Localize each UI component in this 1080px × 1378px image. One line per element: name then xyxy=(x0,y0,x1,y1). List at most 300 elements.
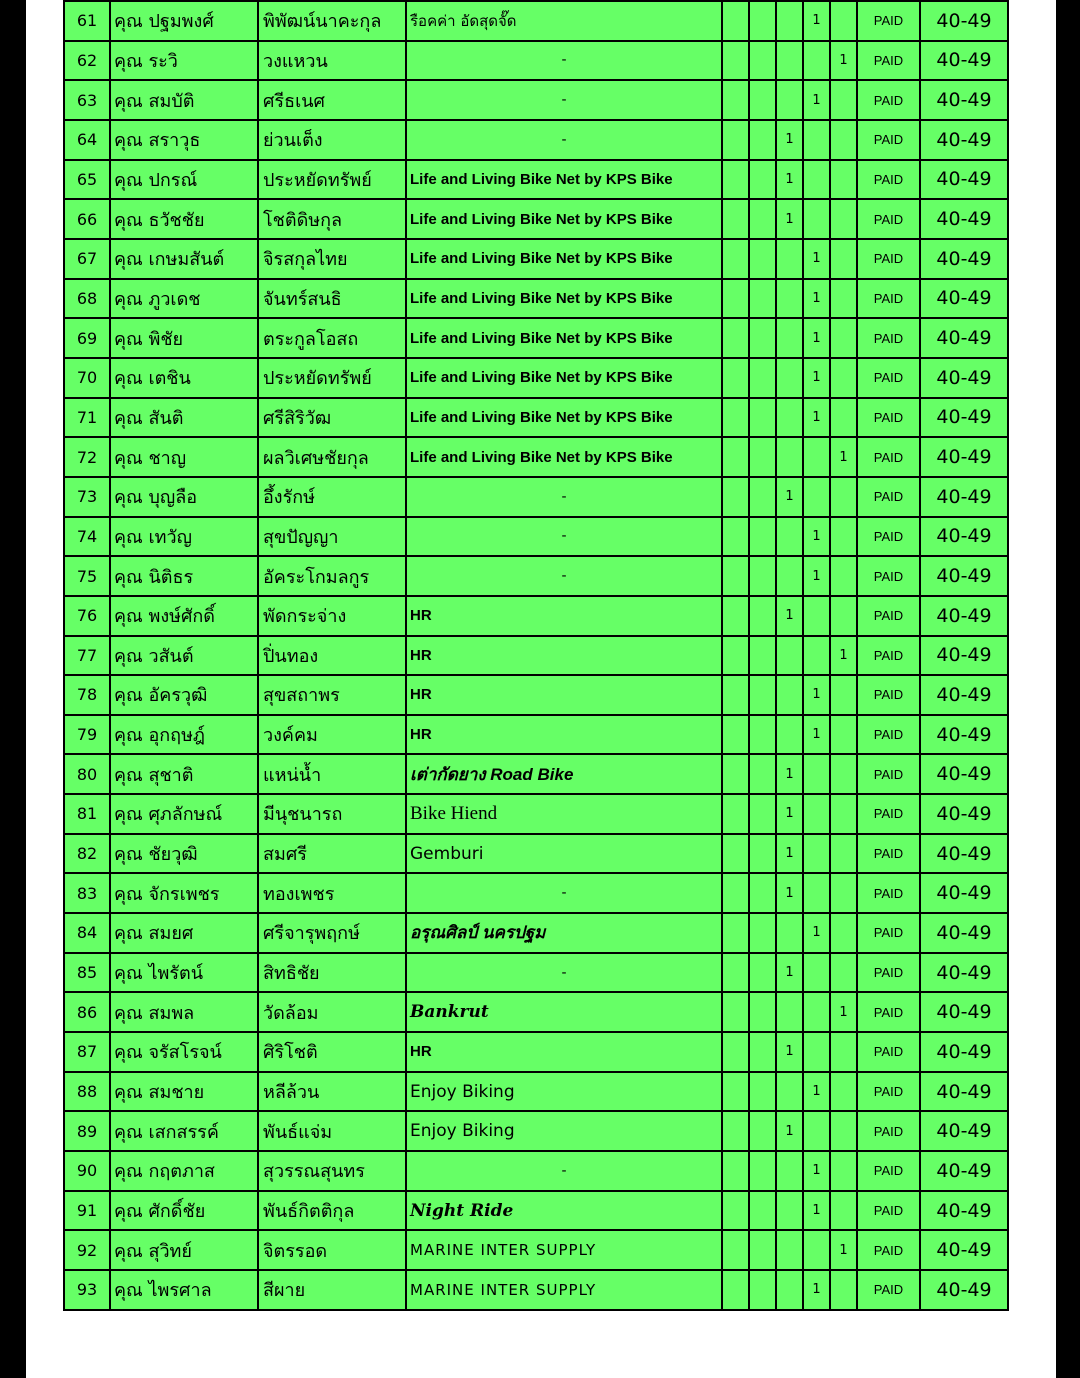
last-name-cell: สุวรรณสุนทร xyxy=(258,1151,406,1191)
payment-status-cell: PAID xyxy=(857,160,920,200)
first-name-cell: คุณ นิติธร xyxy=(110,556,258,596)
right-frame-border xyxy=(1056,0,1080,1378)
payment-status-cell: PAID xyxy=(857,754,920,794)
category-flag-cell xyxy=(722,239,749,279)
last-name-cell: พันธ์แจ่ม xyxy=(258,1111,406,1151)
last-name-cell: ประหยัดทรัพย์ xyxy=(258,160,406,200)
age-group-cell: 40-49 xyxy=(920,675,1008,715)
team-cell: Life and Living Bike Net by KPS Bike xyxy=(406,318,722,358)
age-group-cell: 40-49 xyxy=(920,239,1008,279)
category-flag-cell xyxy=(749,636,776,676)
first-name-cell: คุณ สุชาติ xyxy=(110,754,258,794)
category-flag-cell xyxy=(830,1191,857,1231)
payment-status-cell: PAID xyxy=(857,279,920,319)
category-flag-cell xyxy=(722,794,749,834)
first-name-cell: คุณ เกษมสันต์ xyxy=(110,239,258,279)
row-number: 78 xyxy=(64,675,110,715)
last-name-cell: โชติดิษกุล xyxy=(258,199,406,239)
payment-status-cell: PAID xyxy=(857,556,920,596)
category-flag-cell xyxy=(803,1032,830,1072)
category-flag-cell: 1 xyxy=(803,675,830,715)
category-flag-cell xyxy=(830,1151,857,1191)
category-flag-cell xyxy=(776,517,803,557)
category-flag-cell xyxy=(803,636,830,676)
first-name-cell: คุณ เสกสรรค์ xyxy=(110,1111,258,1151)
category-flag-cell: 1 xyxy=(803,80,830,120)
row-number: 87 xyxy=(64,1032,110,1072)
category-flag-cell xyxy=(830,1270,857,1310)
row-number: 68 xyxy=(64,279,110,319)
category-flag-cell xyxy=(830,953,857,993)
category-flag-cell xyxy=(830,754,857,794)
category-flag-cell xyxy=(830,1032,857,1072)
category-flag-cell xyxy=(749,1151,776,1191)
category-flag-cell xyxy=(749,239,776,279)
team-cell: Life and Living Bike Net by KPS Bike xyxy=(406,437,722,477)
category-flag-cell xyxy=(830,1072,857,1112)
team-cell: Life and Living Bike Net by KPS Bike xyxy=(406,239,722,279)
last-name-cell: ย่วนเต็ง xyxy=(258,120,406,160)
team-cell: อรุณศิลป์ นครปฐม xyxy=(406,913,722,953)
team-cell: - xyxy=(406,120,722,160)
table-row xyxy=(64,1032,1008,1072)
payment-status-cell: PAID xyxy=(857,873,920,913)
category-flag-cell: 1 xyxy=(776,1032,803,1072)
category-flag-cell xyxy=(776,1072,803,1112)
age-group-cell: 40-49 xyxy=(920,596,1008,636)
team-cell: MARINE INTER SUPPLY xyxy=(406,1270,722,1310)
category-flag-cell: 1 xyxy=(803,556,830,596)
table-row xyxy=(64,834,1008,874)
category-flag-cell xyxy=(830,834,857,874)
participant-table-body xyxy=(64,1,1008,1310)
age-group-cell: 40-49 xyxy=(920,41,1008,81)
table-row xyxy=(64,1,1008,41)
team-cell: MARINE INTER SUPPLY xyxy=(406,1230,722,1270)
category-flag-cell xyxy=(830,517,857,557)
category-flag-cell xyxy=(776,636,803,676)
category-flag-cell xyxy=(749,1111,776,1151)
category-flag-cell xyxy=(722,1230,749,1270)
category-flag-cell xyxy=(749,1032,776,1072)
category-flag-cell: 1 xyxy=(803,398,830,438)
table-row xyxy=(64,358,1008,398)
category-flag-cell: 1 xyxy=(776,953,803,993)
row-number: 81 xyxy=(64,794,110,834)
team-cell: Enjoy Biking xyxy=(406,1072,722,1112)
age-group-cell: 40-49 xyxy=(920,556,1008,596)
payment-status-cell: PAID xyxy=(857,992,920,1032)
age-group-cell: 40-49 xyxy=(920,517,1008,557)
team-cell: HR xyxy=(406,596,722,636)
first-name-cell: คุณ ชาญ xyxy=(110,437,258,477)
category-flag-cell xyxy=(722,1111,749,1151)
row-number: 84 xyxy=(64,913,110,953)
category-flag-cell xyxy=(722,953,749,993)
category-flag-cell xyxy=(830,675,857,715)
category-flag-cell xyxy=(830,873,857,913)
age-group-cell: 40-49 xyxy=(920,398,1008,438)
row-number: 74 xyxy=(64,517,110,557)
team-cell: Night Ride xyxy=(406,1191,722,1231)
team-cell: - xyxy=(406,953,722,993)
category-flag-cell xyxy=(722,834,749,874)
category-flag-cell xyxy=(749,794,776,834)
last-name-cell: จิรสกุลไทย xyxy=(258,239,406,279)
first-name-cell: คุณ สมยศ xyxy=(110,913,258,953)
table-row xyxy=(64,675,1008,715)
last-name-cell: ศิริโชติ xyxy=(258,1032,406,1072)
category-flag-cell xyxy=(803,160,830,200)
age-group-cell: 40-49 xyxy=(920,715,1008,755)
category-flag-cell xyxy=(722,675,749,715)
age-group-cell: 40-49 xyxy=(920,1151,1008,1191)
last-name-cell: ศรีจารุพฤกษ์ xyxy=(258,913,406,953)
category-flag-cell xyxy=(749,318,776,358)
category-flag-cell xyxy=(830,199,857,239)
age-group-cell: 40-49 xyxy=(920,834,1008,874)
last-name-cell: มีนุชนารถ xyxy=(258,794,406,834)
category-flag-cell xyxy=(803,437,830,477)
first-name-cell: คุณ อุกฤษฎ์ xyxy=(110,715,258,755)
participant-table xyxy=(63,0,1009,1311)
category-flag-cell xyxy=(722,754,749,794)
table-row xyxy=(64,318,1008,358)
category-flag-cell xyxy=(722,913,749,953)
row-number: 75 xyxy=(64,556,110,596)
row-number: 70 xyxy=(64,358,110,398)
category-flag-cell xyxy=(722,80,749,120)
age-group-cell: 40-49 xyxy=(920,1,1008,41)
first-name-cell: คุณ สมพล xyxy=(110,992,258,1032)
payment-status-cell: PAID xyxy=(857,715,920,755)
age-group-cell: 40-49 xyxy=(920,1032,1008,1072)
team-cell: Bike Hiend xyxy=(406,794,722,834)
table-row xyxy=(64,1230,1008,1270)
category-flag-cell: 1 xyxy=(776,794,803,834)
category-flag-cell: 1 xyxy=(776,120,803,160)
row-number: 86 xyxy=(64,992,110,1032)
last-name-cell: ประหยัดทรัพย์ xyxy=(258,358,406,398)
age-group-cell: 40-49 xyxy=(920,477,1008,517)
age-group-cell: 40-49 xyxy=(920,199,1008,239)
category-flag-cell: 1 xyxy=(776,596,803,636)
first-name-cell: คุณ บุญลือ xyxy=(110,477,258,517)
row-number: 88 xyxy=(64,1072,110,1112)
category-flag-cell xyxy=(722,318,749,358)
category-flag-cell: 1 xyxy=(830,1230,857,1270)
age-group-cell: 40-49 xyxy=(920,80,1008,120)
first-name-cell: คุณ สมบัติ xyxy=(110,80,258,120)
category-flag-cell xyxy=(722,437,749,477)
table-row xyxy=(64,239,1008,279)
team-cell: Bankrut xyxy=(406,992,722,1032)
category-flag-cell: 1 xyxy=(776,477,803,517)
category-flag-cell xyxy=(722,556,749,596)
row-number: 66 xyxy=(64,199,110,239)
category-flag-cell xyxy=(749,873,776,913)
category-flag-cell xyxy=(803,992,830,1032)
row-number: 92 xyxy=(64,1230,110,1270)
last-name-cell: แหน่น้ำ xyxy=(258,754,406,794)
category-flag-cell xyxy=(776,358,803,398)
category-flag-cell xyxy=(749,834,776,874)
category-flag-cell xyxy=(830,596,857,636)
first-name-cell: คุณ ปฐมพงศ์ xyxy=(110,1,258,41)
first-name-cell: คุณ ไพรศาล xyxy=(110,1270,258,1310)
category-flag-cell xyxy=(776,556,803,596)
first-name-cell: คุณ กฤตภาส xyxy=(110,1151,258,1191)
age-group-cell: 40-49 xyxy=(920,1191,1008,1231)
category-flag-cell xyxy=(749,398,776,438)
category-flag-cell xyxy=(776,1151,803,1191)
category-flag-cell xyxy=(749,199,776,239)
row-number: 77 xyxy=(64,636,110,676)
category-flag-cell xyxy=(749,120,776,160)
row-number: 71 xyxy=(64,398,110,438)
row-number: 85 xyxy=(64,953,110,993)
table-row xyxy=(64,120,1008,160)
category-flag-cell xyxy=(830,318,857,358)
last-name-cell: ทองเพชร xyxy=(258,873,406,913)
payment-status-cell: PAID xyxy=(857,517,920,557)
row-number: 64 xyxy=(64,120,110,160)
category-flag-cell xyxy=(830,1111,857,1151)
category-flag-cell xyxy=(722,636,749,676)
payment-status-cell: PAID xyxy=(857,1032,920,1072)
category-flag-cell xyxy=(830,160,857,200)
category-flag-cell xyxy=(749,675,776,715)
category-flag-cell: 1 xyxy=(830,437,857,477)
age-group-cell: 40-49 xyxy=(920,437,1008,477)
table-row xyxy=(64,437,1008,477)
category-flag-cell: 1 xyxy=(803,913,830,953)
category-flag-cell xyxy=(722,1191,749,1231)
category-flag-cell xyxy=(722,279,749,319)
category-flag-cell xyxy=(830,80,857,120)
table-row xyxy=(64,556,1008,596)
table-row xyxy=(64,636,1008,676)
category-flag-cell xyxy=(776,80,803,120)
left-frame-border xyxy=(0,0,26,1378)
table-row xyxy=(64,160,1008,200)
category-flag-cell xyxy=(749,913,776,953)
first-name-cell: คุณ จรัสโรจน์ xyxy=(110,1032,258,1072)
payment-status-cell: PAID xyxy=(857,477,920,517)
category-flag-cell xyxy=(749,556,776,596)
category-flag-cell xyxy=(722,992,749,1032)
category-flag-cell xyxy=(749,992,776,1032)
team-cell: - xyxy=(406,556,722,596)
category-flag-cell: 1 xyxy=(776,160,803,200)
last-name-cell: อัคระโกมลกูร xyxy=(258,556,406,596)
first-name-cell: คุณ สมชาย xyxy=(110,1072,258,1112)
category-flag-cell xyxy=(830,913,857,953)
last-name-cell: หลีล้วน xyxy=(258,1072,406,1112)
category-flag-cell xyxy=(803,41,830,81)
table-row xyxy=(64,398,1008,438)
first-name-cell: คุณ สราวุธ xyxy=(110,120,258,160)
age-group-cell: 40-49 xyxy=(920,636,1008,676)
payment-status-cell: PAID xyxy=(857,398,920,438)
category-flag-cell xyxy=(722,41,749,81)
team-cell: Gemburi xyxy=(406,834,722,874)
category-flag-cell xyxy=(749,160,776,200)
payment-status-cell: PAID xyxy=(857,1270,920,1310)
category-flag-cell xyxy=(722,199,749,239)
age-group-cell: 40-49 xyxy=(920,913,1008,953)
category-flag-cell: 1 xyxy=(776,754,803,794)
category-flag-cell: 1 xyxy=(803,1151,830,1191)
first-name-cell: คุณ เตชิน xyxy=(110,358,258,398)
category-flag-cell xyxy=(803,120,830,160)
last-name-cell: สมศรี xyxy=(258,834,406,874)
table-row xyxy=(64,477,1008,517)
first-name-cell: คุณ ภูวเดช xyxy=(110,279,258,319)
category-flag-cell xyxy=(749,754,776,794)
age-group-cell: 40-49 xyxy=(920,992,1008,1032)
age-group-cell: 40-49 xyxy=(920,953,1008,993)
first-name-cell: คุณ ธวัชชัย xyxy=(110,199,258,239)
category-flag-cell xyxy=(749,1191,776,1231)
table-row xyxy=(64,953,1008,993)
last-name-cell: วงค์คม xyxy=(258,715,406,755)
last-name-cell: ตระกูลโอสถ xyxy=(258,318,406,358)
payment-status-cell: PAID xyxy=(857,675,920,715)
category-flag-cell xyxy=(830,556,857,596)
category-flag-cell xyxy=(722,873,749,913)
payment-status-cell: PAID xyxy=(857,318,920,358)
row-number: 91 xyxy=(64,1191,110,1231)
first-name-cell: คุณ ระวิ xyxy=(110,41,258,81)
category-flag-cell: 1 xyxy=(803,358,830,398)
category-flag-cell xyxy=(830,477,857,517)
category-flag-cell xyxy=(749,80,776,120)
first-name-cell: คุณ ปกรณ์ xyxy=(110,160,258,200)
team-cell: - xyxy=(406,80,722,120)
category-flag-cell xyxy=(749,41,776,81)
table-row xyxy=(64,715,1008,755)
row-number: 82 xyxy=(64,834,110,874)
category-flag-cell xyxy=(776,1230,803,1270)
age-group-cell: 40-49 xyxy=(920,358,1008,398)
category-flag-cell xyxy=(722,596,749,636)
payment-status-cell: PAID xyxy=(857,199,920,239)
table-row xyxy=(64,992,1008,1032)
team-cell: Life and Living Bike Net by KPS Bike xyxy=(406,279,722,319)
first-name-cell: คุณ ศุภลักษณ์ xyxy=(110,794,258,834)
row-number: 89 xyxy=(64,1111,110,1151)
category-flag-cell: 1 xyxy=(776,199,803,239)
table-row xyxy=(64,754,1008,794)
team-cell: - xyxy=(406,873,722,913)
last-name-cell: วัดล้อม xyxy=(258,992,406,1032)
team-cell: HR xyxy=(406,675,722,715)
team-cell: รือคค่า อัดสุดจั๊ด xyxy=(406,1,722,41)
payment-status-cell: PAID xyxy=(857,1072,920,1112)
row-number: 90 xyxy=(64,1151,110,1191)
first-name-cell: คุณ พงษ์ศักดิ์ xyxy=(110,596,258,636)
payment-status-cell: PAID xyxy=(857,1151,920,1191)
category-flag-cell xyxy=(776,239,803,279)
team-cell: - xyxy=(406,477,722,517)
last-name-cell: จันทร์สนธิ xyxy=(258,279,406,319)
row-number: 72 xyxy=(64,437,110,477)
first-name-cell: คุณ ศักดิ์ชัย xyxy=(110,1191,258,1231)
category-flag-cell xyxy=(722,1270,749,1310)
category-flag-cell xyxy=(749,715,776,755)
payment-status-cell: PAID xyxy=(857,358,920,398)
category-flag-cell xyxy=(749,1230,776,1270)
age-group-cell: 40-49 xyxy=(920,279,1008,319)
age-group-cell: 40-49 xyxy=(920,794,1008,834)
age-group-cell: 40-49 xyxy=(920,120,1008,160)
age-group-cell: 40-49 xyxy=(920,160,1008,200)
category-flag-cell xyxy=(803,794,830,834)
first-name-cell: คุณ ชัยวุฒิ xyxy=(110,834,258,874)
row-number: 83 xyxy=(64,873,110,913)
payment-status-cell: PAID xyxy=(857,1,920,41)
category-flag-cell: 1 xyxy=(803,239,830,279)
category-flag-cell: 1 xyxy=(803,1191,830,1231)
team-cell: - xyxy=(406,41,722,81)
category-flag-cell xyxy=(776,41,803,81)
first-name-cell: คุณ อัครวุฒิ xyxy=(110,675,258,715)
category-flag-cell xyxy=(749,477,776,517)
category-flag-cell xyxy=(722,1032,749,1072)
category-flag-cell xyxy=(776,318,803,358)
payment-status-cell: PAID xyxy=(857,1230,920,1270)
category-flag-cell xyxy=(749,517,776,557)
payment-status-cell: PAID xyxy=(857,953,920,993)
age-group-cell: 40-49 xyxy=(920,754,1008,794)
age-group-cell: 40-49 xyxy=(920,1072,1008,1112)
category-flag-cell xyxy=(830,358,857,398)
table-row xyxy=(64,1191,1008,1231)
category-flag-cell xyxy=(722,358,749,398)
category-flag-cell xyxy=(830,239,857,279)
table-row xyxy=(64,1072,1008,1112)
category-flag-cell xyxy=(722,517,749,557)
category-flag-cell xyxy=(803,754,830,794)
first-name-cell: คุณ สุวิทย์ xyxy=(110,1230,258,1270)
table-row xyxy=(64,199,1008,239)
payment-status-cell: PAID xyxy=(857,834,920,874)
category-flag-cell xyxy=(776,1191,803,1231)
first-name-cell: คุณ วสันต์ xyxy=(110,636,258,676)
age-group-cell: 40-49 xyxy=(920,1111,1008,1151)
category-flag-cell xyxy=(803,477,830,517)
age-group-cell: 40-49 xyxy=(920,1270,1008,1310)
last-name-cell: สิทธิชัย xyxy=(258,953,406,993)
row-number: 79 xyxy=(64,715,110,755)
last-name-cell: สีผาย xyxy=(258,1270,406,1310)
first-name-cell: คุณ พิชัย xyxy=(110,318,258,358)
category-flag-cell xyxy=(803,199,830,239)
row-number: 65 xyxy=(64,160,110,200)
table-row xyxy=(64,279,1008,319)
category-flag-cell xyxy=(749,1270,776,1310)
payment-status-cell: PAID xyxy=(857,120,920,160)
last-name-cell: ศรีสิริวัฒ xyxy=(258,398,406,438)
age-group-cell: 40-49 xyxy=(920,1230,1008,1270)
category-flag-cell xyxy=(722,477,749,517)
category-flag-cell xyxy=(749,953,776,993)
category-flag-cell xyxy=(749,1,776,41)
category-flag-cell xyxy=(803,873,830,913)
category-flag-cell xyxy=(803,1111,830,1151)
first-name-cell: คุณ เทวัญ xyxy=(110,517,258,557)
